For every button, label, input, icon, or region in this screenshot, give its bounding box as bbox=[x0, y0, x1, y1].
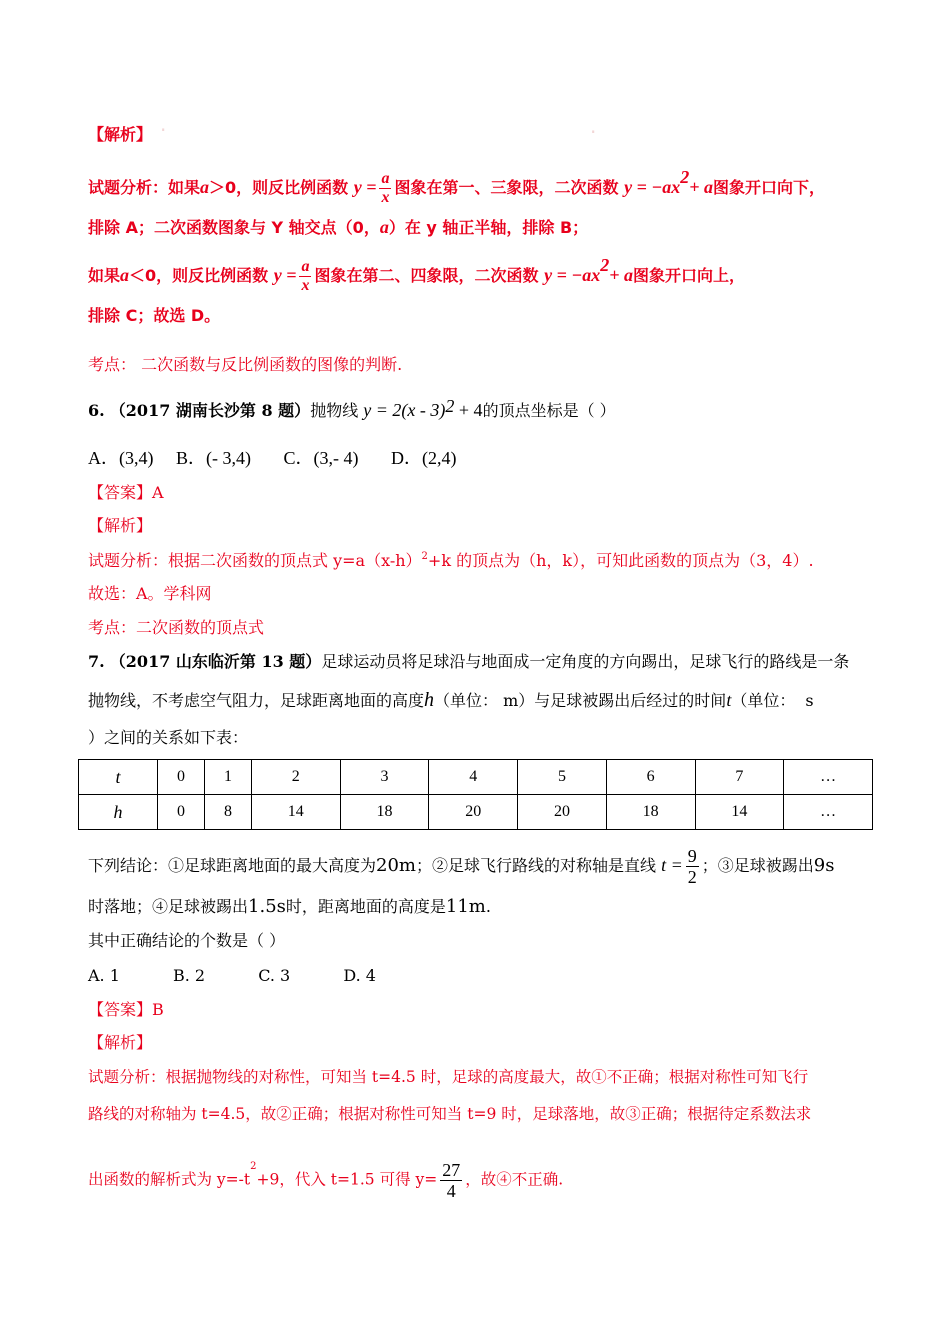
q7-analysis-line1: 试题分析：根据抛物线的对称性，可知当 t=4.5 时，足球的高度最大，故①不正确；根据对称性可知飞行 bbox=[88, 1068, 809, 1086]
q6-answer: 【答案】A bbox=[88, 483, 164, 502]
table-cell: 1 bbox=[204, 760, 251, 795]
q7-option-c: C. 3 bbox=[258, 966, 291, 985]
table-cell: 2 bbox=[251, 760, 340, 795]
q6-option-d: D．(2,4) bbox=[391, 448, 457, 468]
table-cell: 5 bbox=[518, 760, 607, 795]
table-cell: … bbox=[784, 795, 873, 830]
watermark-mark: · bbox=[160, 118, 167, 142]
table-cell: 6 bbox=[606, 760, 695, 795]
table-cell: 20 bbox=[429, 795, 518, 830]
table-cell: 7 bbox=[695, 760, 784, 795]
q6-options bbox=[88, 447, 457, 469]
q6-option-b: B．(- 3,4) bbox=[176, 448, 251, 468]
q6-kaodian: 考点：二次函数的顶点式 bbox=[88, 618, 265, 637]
table-row-h bbox=[79, 795, 873, 830]
q5-analysis-line4: 排除 C；故选 D。 bbox=[88, 306, 221, 325]
table-cell: 14 bbox=[251, 795, 340, 830]
q6-option-a: A．(3,4) bbox=[88, 448, 154, 468]
q7-stem-line2: 抛物线，不考虑空气阻力，足球距离地面的高度h（单位： m）与足球被踢出后经过的时间t（单位： s bbox=[88, 689, 814, 711]
table-cell: 0 bbox=[158, 760, 205, 795]
q7-conclusions-line2: 时落地；④足球被踢出1.5s时，距离地面的高度是11m. bbox=[88, 896, 491, 917]
table-cell: 18 bbox=[340, 795, 429, 830]
q5-kaodian: 考点： 二次函数与反比例函数的图像的判断. bbox=[88, 355, 403, 374]
table-cell: 18 bbox=[606, 795, 695, 830]
q5-analysis-line3: 如果a＜0，则反比例函数 y = $\frac{a}{x}$ 图象在第二、四象限，二次函数 $y = -ax^2+ a$图象开口向上， bbox=[88, 255, 746, 294]
q7-analysis-line3: 出函数的解析式为 $y=-t^2+9$，代入 t=1.5 可得 y= $\frac{27}{4}$ ，故④不正确. bbox=[88, 1160, 564, 1201]
q6-analysis: 试题分析：根据二次函数的顶点式 $y=a(x-h)^2+k$ 的顶点为（h，k），可知此函数的顶点为（3，4）. bbox=[88, 551, 814, 570]
table-cell: 0 bbox=[158, 795, 205, 830]
q5-analysis-line2: 排除 A；二次函数图象与 Y 轴交点（0，a）在 y 轴正半轴，排除 B； bbox=[88, 217, 589, 237]
table-cell: 3 bbox=[340, 760, 429, 795]
q6-option-c: C．(3,- 4) bbox=[283, 448, 359, 468]
watermark-mark: · bbox=[590, 120, 597, 144]
table-cell: 8 bbox=[204, 795, 251, 830]
q6-jiexi-label: 【解析】 bbox=[88, 516, 153, 535]
table-cell: 14 bbox=[695, 795, 784, 830]
table-row-label: h bbox=[79, 795, 158, 830]
q7-option-d: D. 4 bbox=[343, 966, 376, 985]
q7-analysis-line2: 路线的对称轴为 t=4.5，故②正确；根据对称性可知当 t=9 时，足球落地，故③正确；根据待定系数法求 bbox=[88, 1105, 812, 1123]
q7-data-table bbox=[78, 759, 873, 830]
q7-stem-line1: 7. （2017 山东临沂第 13 题）足球运动员将足球沿与地面成一定角度的方向踢出，足球飞行的路线是一条 bbox=[88, 652, 850, 671]
q5-analysis-line1: 试题分析：如果a＞0，则反比例函数 y = $\frac{a}{x}$ 图象在第一、三象限，二次函数 $y = -ax^2+ a$图象开口向下， bbox=[88, 167, 826, 206]
q7-options bbox=[88, 965, 376, 987]
q7-option-a: A. 1 bbox=[88, 966, 120, 985]
table-cell: 20 bbox=[518, 795, 607, 830]
q7-answer: 【答案】B bbox=[88, 1000, 164, 1019]
table-cell: 4 bbox=[429, 760, 518, 795]
q7-option-b: B. 2 bbox=[173, 966, 206, 985]
q7-conclusions-line1: 下列结论：①足球距离地面的最大高度为20m；②足球飞行路线的对称轴是直线 t = $\frac{9}{2}$ ；③足球被踢出9s bbox=[88, 846, 835, 887]
q7-question: 其中正确结论的个数是（ ） bbox=[88, 931, 286, 950]
q7-jiexi-label: 【解析】 bbox=[88, 1033, 153, 1052]
q6-choice: 故选：A。学科网 bbox=[88, 584, 212, 603]
q7-stem-line3: ）之间的关系如下表： bbox=[88, 728, 249, 747]
q5-jiexi-label: 【解析】 bbox=[88, 125, 153, 144]
table-row-t bbox=[79, 760, 873, 795]
table-cell: … bbox=[784, 760, 873, 795]
table-row-label: t bbox=[79, 760, 158, 795]
q6-stem: 6. （2017 湖南长沙第 8 题）抛物线 y = 2(x - 3)$^2$ + 4的顶点坐标是（ ） bbox=[88, 396, 616, 420]
